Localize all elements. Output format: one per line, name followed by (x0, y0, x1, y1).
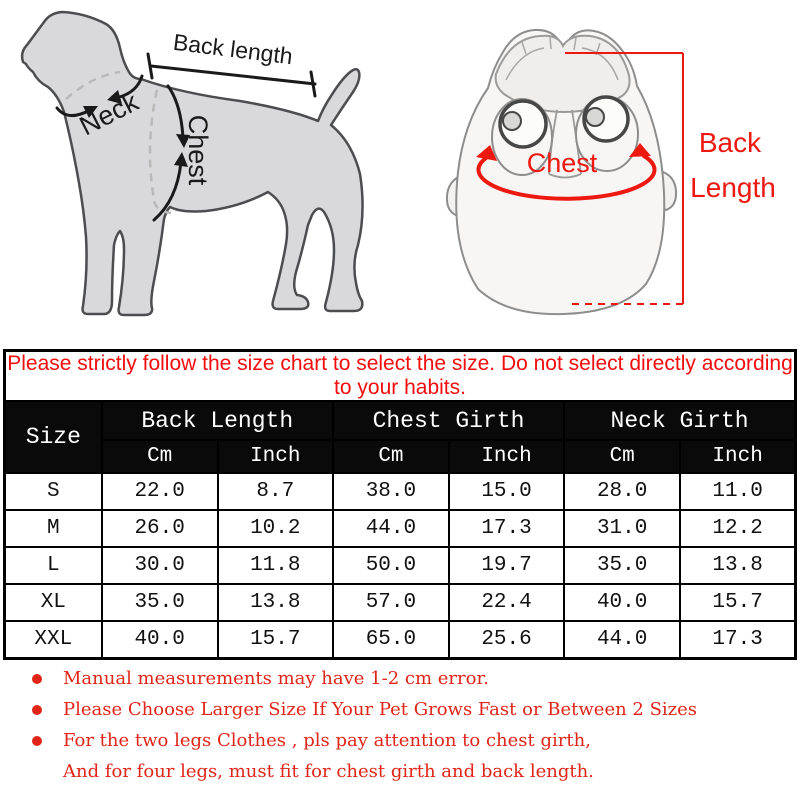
table-cell: 10.2 (218, 510, 333, 547)
table-cell: 40.0 (564, 584, 680, 621)
size-notice: Please strictly follow the size chart to select the size. Do not select directly according to your habits. (5, 351, 796, 402)
table-cell: 25.6 (449, 621, 564, 659)
note-text: Please Choose Larger Size If Your Pet Grows Fast or Between 2 Sizes (63, 699, 698, 720)
table-row (5, 510, 796, 547)
table-cell: 28.0 (564, 473, 680, 510)
table-cell: 19.7 (449, 547, 564, 584)
table-cell: 26.0 (102, 510, 218, 547)
table-cell: 35.0 (102, 584, 218, 621)
note-item (28, 730, 788, 752)
note-text: Manual measurements may have 1-2 cm error. (63, 668, 489, 689)
unit-header-cm: Cm (333, 440, 449, 473)
garment-chest-label: Chest (526, 148, 598, 178)
bullet-icon (32, 736, 42, 746)
table-cell: 65.0 (333, 621, 449, 659)
unit-header-cm: Cm (564, 440, 680, 473)
table-cell: 17.3 (449, 510, 564, 547)
table-cell: 15.7 (680, 584, 795, 621)
unit-header-inch: Inch (680, 440, 795, 473)
table-cell: 50.0 (333, 547, 449, 584)
garment-measurement-diagram (400, 0, 800, 345)
table-cell: 12.2 (680, 510, 795, 547)
table-row (5, 621, 796, 659)
chest-girth-group-header: Chest Girth (333, 401, 564, 440)
chest-label: Chest (183, 114, 213, 186)
garment-length-label: Length (690, 172, 776, 203)
table-cell: 31.0 (564, 510, 680, 547)
unit-header-cm: Cm (102, 440, 218, 473)
back-length-label: Back length (171, 28, 295, 70)
unit-header-inch: Inch (449, 440, 564, 473)
neck-girth-group-header: Neck Girth (564, 401, 795, 440)
table-cell: 30.0 (102, 547, 218, 584)
back-length-group-header: Back Length (102, 401, 333, 440)
size-cell: S (5, 473, 102, 510)
note-item (28, 668, 788, 690)
size-column-header: Size (5, 401, 102, 473)
size-cell: XL (5, 584, 102, 621)
note-item (28, 761, 788, 783)
size-cell: XXL (5, 621, 102, 659)
table-cell: 17.3 (680, 621, 795, 659)
table-cell: 15.7 (218, 621, 333, 659)
table-cell: 11.8 (218, 547, 333, 584)
table-row (5, 584, 796, 621)
table-cell: 8.7 (218, 473, 333, 510)
table-cell: 40.0 (102, 621, 218, 659)
bullet-icon (32, 705, 42, 715)
unit-header-inch: Inch (218, 440, 333, 473)
garment-back-label: Back (698, 127, 762, 158)
note-item (28, 699, 788, 721)
note-text: For the two legs Clothes , pls pay attention to chest girth, (63, 730, 591, 751)
table-cell: 15.0 (449, 473, 564, 510)
left-eye-pupil (503, 112, 521, 130)
size-table (3, 349, 797, 660)
bullet-icon (32, 674, 42, 684)
table-cell: 44.0 (333, 510, 449, 547)
table-cell: 13.8 (680, 547, 795, 584)
size-cell: M (5, 510, 102, 547)
table-cell: 57.0 (333, 584, 449, 621)
note-text: And for four legs, must fit for chest girth and back length. (63, 761, 594, 782)
dog-measurement-diagram (0, 0, 400, 345)
neck-label: Neck (74, 86, 144, 142)
table-cell: 44.0 (564, 621, 680, 659)
table-cell: 22.0 (102, 473, 218, 510)
table-cell: 22.4 (449, 584, 564, 621)
table-cell: 38.0 (333, 473, 449, 510)
table-cell: 11.0 (680, 473, 795, 510)
table-cell: 13.8 (218, 584, 333, 621)
size-cell: L (5, 547, 102, 584)
table-cell: 35.0 (564, 547, 680, 584)
table-row (5, 547, 796, 584)
notes-list (28, 668, 788, 792)
table-row (5, 473, 796, 510)
right-eye-pupil (586, 108, 604, 126)
